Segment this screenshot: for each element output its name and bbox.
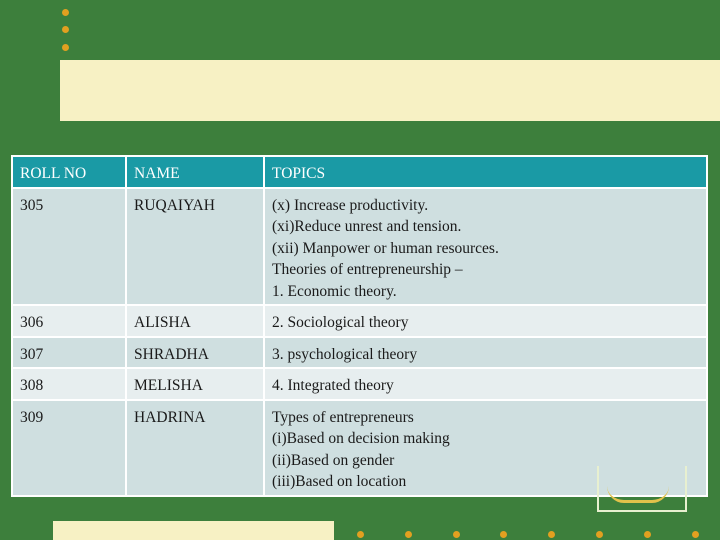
footer-box: [53, 521, 334, 540]
cell-roll: 306: [12, 305, 126, 337]
table-row: [12, 337, 707, 369]
decor-dot: [692, 531, 699, 538]
table-header-row: [12, 156, 707, 188]
topic-line: Types of entrepreneurs: [272, 408, 414, 426]
decor-dot: [548, 531, 555, 538]
topic-line: 2. Sociological theory: [272, 314, 409, 331]
decor-dot: [500, 531, 507, 538]
cell-roll: 309: [12, 400, 126, 496]
table-row: [12, 305, 707, 337]
decor-dot: [62, 9, 69, 16]
roll-topics-table: [11, 155, 708, 497]
cell-roll: 307: [12, 337, 126, 369]
topic-line: (xi)Reduce unrest and tension.: [272, 218, 462, 235]
cell-topics: [264, 368, 707, 400]
header-topics: TOPICS: [264, 156, 707, 188]
table-row: [12, 188, 707, 306]
decor-dot: [453, 531, 460, 538]
decor-dot: [644, 531, 651, 538]
topic-line: (i)Based on decision making: [272, 430, 450, 447]
topic-line: 3. psychological theory: [272, 345, 418, 363]
decor-dot: [62, 26, 69, 33]
cell-roll: 305: [12, 188, 126, 306]
cell-name: HADRINA: [126, 400, 264, 496]
header-roll-no: ROLL NO: [12, 156, 126, 188]
cell-name: MELISHA: [126, 368, 264, 400]
decor-dot: [357, 531, 364, 538]
table-row: [12, 368, 707, 400]
logo-fragment: [597, 466, 687, 512]
header-name: NAME: [126, 156, 264, 188]
cell-name: SHRADHA: [126, 337, 264, 369]
topic-line: Theories of entrepreneurship –: [272, 261, 463, 278]
cell-topics: [264, 337, 707, 369]
topic-line: (iii)Based on location: [272, 473, 407, 490]
decor-dot: [596, 531, 603, 538]
cell-topics: [264, 188, 707, 306]
cell-roll: 308: [12, 368, 126, 400]
cell-name: ALISHA: [126, 305, 264, 337]
decor-dot: [405, 531, 412, 538]
wave-decoration: [607, 486, 669, 503]
topic-line: 4. Integrated theory: [272, 377, 394, 394]
cell-name: RUQAIYAH: [126, 188, 264, 306]
topic-line: 1. Economic theory.: [272, 282, 397, 300]
topic-line: (xii) Manpower or human resources.: [272, 239, 499, 257]
topic-line: (ii)Based on gender: [272, 451, 395, 469]
topic-line: (x) Increase productivity.: [272, 196, 429, 214]
slide-title-box: [60, 60, 720, 121]
cell-topics: [264, 305, 707, 337]
decor-dot: [62, 44, 69, 51]
